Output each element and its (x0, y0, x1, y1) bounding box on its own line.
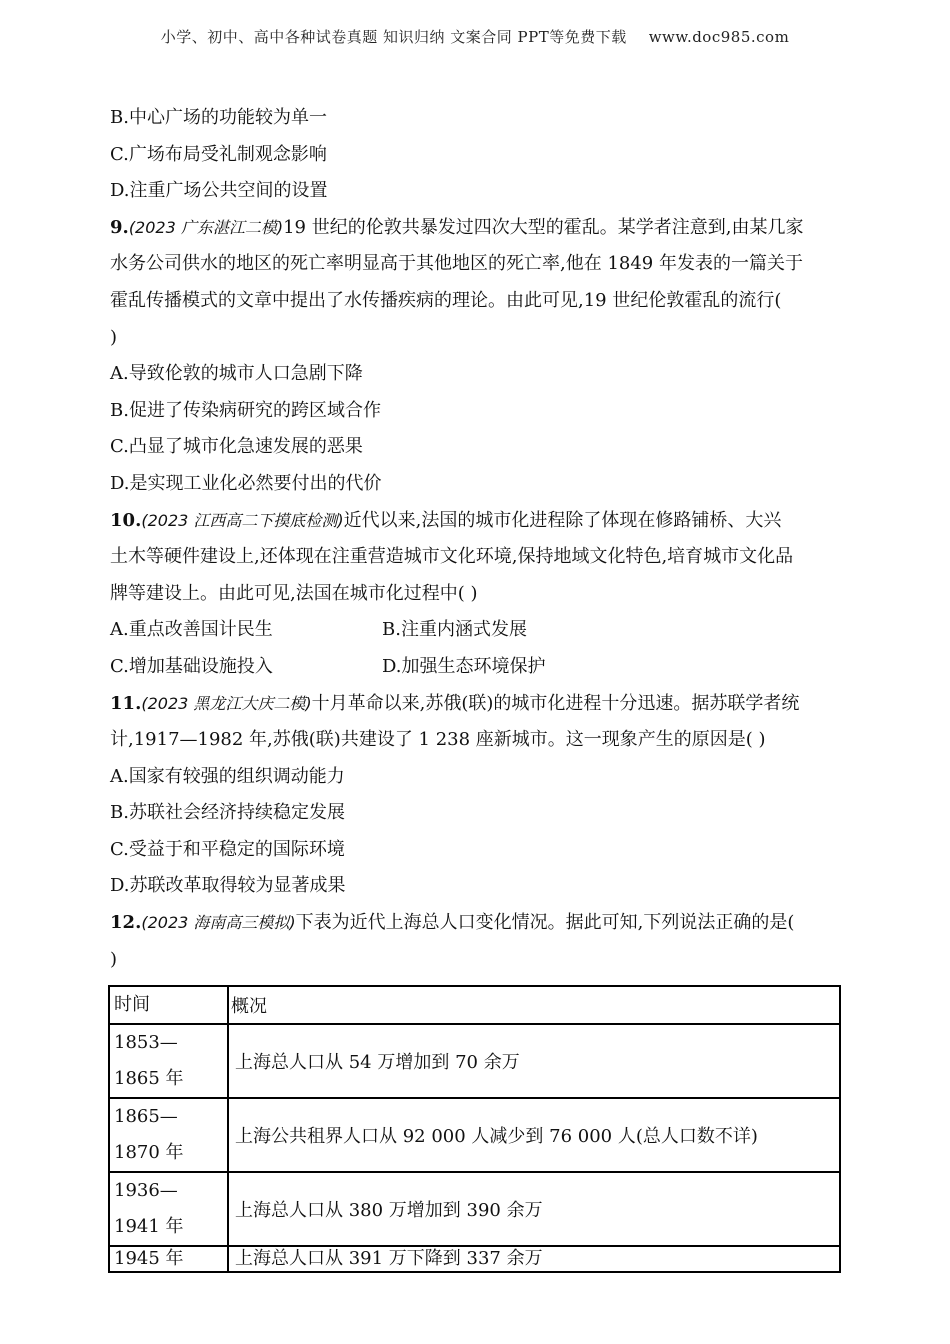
q9-line-3: 霍乱传播模式的文章中提出了水传播疾病的理论。由此可见,19 世纪伦敦霍乱的流行( (110, 289, 782, 311)
table-cell-time: 1941 年 (114, 1216, 184, 1237)
question-10: 10.(2023 江西高二下摸底检测)近代以来,法国的城市化进程除了体现在修路铺桥、大兴 土木等硬件建设上,还体现在注重营造城市文化环境,保持地域文化特色,培育城市文化品 牌等建设上。由此可见,法国在城市化过程中( ) A.重点改善国计民生 B.注重内涵式发展 C.增加基础设施投入 D.加强生态环境保护 (110, 503, 845, 686)
table-cell-time: 1865— (114, 1106, 178, 1127)
q9-line-4: ) (110, 326, 118, 348)
table-row (109, 1172, 840, 1246)
table-header-time: 时间 (109, 986, 228, 1024)
q10-line-3: 牌等建设上。由此可见,法国在城市化过程中( ) (110, 582, 478, 604)
table-cell-time: 1853— (114, 1032, 178, 1053)
q10-line-1: 近代以来,法国的城市化进程除了体现在修路铺桥、大兴 (343, 509, 782, 531)
question-12: 12.(2023 海南高三模拟)下表为近代上海总人口变化情况。据此可知,下列说法正确的是( ) (110, 905, 845, 978)
question-9: 9.(2023 广东湛江二模)19 世纪的伦敦共暴发过四次大型的霍乱。某学者注意到,由某几家 水务公司供水的地区的死亡率明显高于其他地区的死亡率,他在 1849 年发表的一篇关于 霍乱传播模式的文章中提出了水传播疾病的理论。由此可见,19 世纪伦敦霍乱的流行( ) A.导致伦敦的城市人口急剧下降 B.促进了传染病研究的跨区域合作 C.凸显了城市化急速发展的恶果 D.是实现工业化必然要付出的代价 (110, 210, 845, 503)
q11-option-b: B.苏联社会经济持续稳定发展 (110, 802, 345, 824)
table-row (109, 1098, 840, 1172)
q12-source: (2023 海南高三模拟) (141, 913, 296, 933)
q11-source: (2023 黑龙江大庆二模) (141, 693, 312, 713)
page-header (0, 26, 950, 47)
q9-option-a: A.导致伦敦的城市人口急剧下降 (110, 363, 363, 385)
table-cell-time: 1865 年 (114, 1068, 184, 1089)
q10-line-2: 土木等硬件建设上,还体现在注重营造城市文化环境,保持地域文化特色,培育城市文化品 (110, 546, 794, 568)
table-cell-time: 1945 年 (114, 1248, 184, 1269)
q9-line-2: 水务公司供水的地区的死亡率明显高于其他地区的死亡率,他在 1849 年发表的一篇关于 (110, 253, 803, 275)
q9-source: (2023 广东湛江二模) (128, 217, 284, 237)
header-text: 小学、初中、高中各种试卷真题 知识归纳 文案合同 PPT等免费下载 (160, 28, 627, 46)
q8-option-d: D.注重广场公共空间的设置 (110, 180, 328, 202)
header-url[interactable]: www.doc985.com (648, 28, 790, 46)
table-cell-time: 1870 年 (114, 1142, 184, 1163)
q12-number: 12 (110, 912, 136, 934)
question-content (110, 100, 845, 978)
q11-line-1: 十月革命以来,苏俄(联)的城市化进程十分迅速。据苏联学者统 (311, 692, 800, 714)
q11-option-d: D.苏联改革取得较为显著成果 (110, 875, 346, 897)
q10-option-d: D.加强生态环境保护 (382, 655, 546, 677)
q10-option-c: C.增加基础设施投入 (110, 655, 273, 677)
q12-line-1: 下表为近代上海总人口变化情况。据此可知,下列说法正确的是( (295, 912, 795, 934)
table-cell-desc: 上海公共租界人口从 92 000 人减少到 76 000 人(总人口数不详) (228, 1098, 840, 1172)
q9-number: 9 (110, 216, 123, 238)
q8-option-c: C.广场布局受礼制观念影响 (110, 143, 327, 165)
question-11: 11.(2023 黑龙江大庆二模)十月革命以来,苏俄(联)的城市化进程十分迅速。据苏联学者统 计,1917—1982 年,苏俄(联)共建设了 1 238 座新城市。这一现象产生的原因是( ) A.国家有较强的组织调动能力 B.苏联社会经济持续稳定发展 C.受益于和平稳定的国际环境 D.苏联改革取得较为显著成果 (110, 686, 845, 906)
table-row (109, 1024, 840, 1098)
table-cell-desc: 上海总人口从 391 万下降到 337 余万 (228, 1246, 840, 1272)
q9-option-d: D.是实现工业化必然要付出的代价 (110, 472, 382, 494)
table-header-row (109, 986, 840, 1024)
table-header-overview: 概况 (228, 986, 840, 1024)
q10-option-a: A.重点改善国计民生 (110, 619, 273, 641)
q9-line-1: 19 世纪的伦敦共暴发过四次大型的霍乱。某学者注意到,由某几家 (283, 216, 804, 238)
q10-option-b: B.注重内涵式发展 (382, 619, 527, 641)
q9-option-b: B.促进了传染病研究的跨区域合作 (110, 399, 381, 421)
q11-option-c: C.受益于和平稳定的国际环境 (110, 838, 345, 860)
table-cell-desc: 上海总人口从 380 万增加到 390 余万 (228, 1172, 840, 1246)
q11-number: 11 (110, 692, 136, 714)
table-cell-time: 1936— (114, 1180, 178, 1201)
table-cell-desc: 上海总人口从 54 万增加到 70 余万 (228, 1024, 840, 1098)
population-table (108, 985, 841, 1273)
q11-option-a: A.国家有较强的组织调动能力 (110, 765, 345, 787)
q10-number: 10 (110, 509, 136, 531)
q10-source: (2023 江西高二下摸底检测) (141, 510, 344, 530)
q8-option-b: B.中心广场的功能较为单一 (110, 107, 327, 128)
q9-option-c: C.凸显了城市化急速发展的恶果 (110, 436, 363, 458)
table-row (109, 1246, 840, 1272)
q12-line-2: ) (110, 948, 118, 970)
q11-line-2: 计,1917—1982 年,苏俄(联)共建设了 1 238 座新城市。这一现象产生的原因是( ) (110, 729, 766, 751)
